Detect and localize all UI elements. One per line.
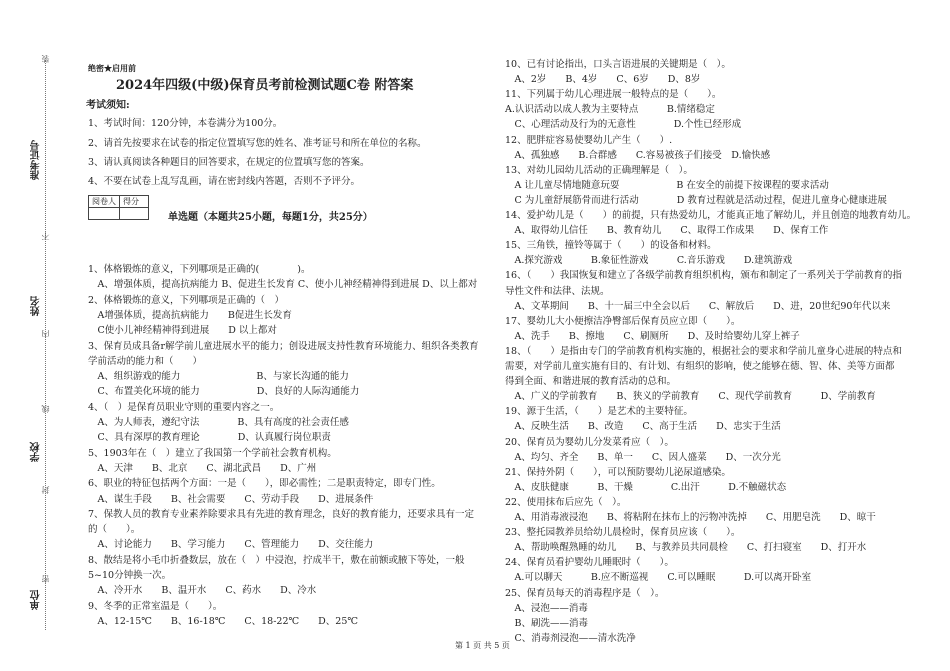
binding-char-3: 线 bbox=[41, 405, 50, 413]
binding-char-4: 封 bbox=[41, 486, 50, 494]
question-line: 21、保持外阴（ ），可以预防婴幼儿泌尿道感染。 bbox=[505, 466, 731, 478]
question-line: 5、1903年在（ ）建立了我国第一个学前社会教育机构。 bbox=[88, 447, 337, 459]
question-line: C、消毒剂浸泡——清水洗净 bbox=[505, 632, 636, 644]
question-line: 7、保教人员的教育专业素养除要求具有先进的教育理念，良好的教育能力，还要求具有一定 bbox=[88, 508, 475, 520]
question-line: A、增强体质，提高抗病能力 B、促进生长发育 C、使小儿神经精神得到进展 D、以上都对 bbox=[88, 279, 478, 291]
question-line: 16、（ ）我国恢复和建立了各级学前教育组织机构，颁布和制定了一系列关于学前教育的指 bbox=[505, 270, 902, 282]
question-line: 9、冬季的正常室温是（ ）。 bbox=[88, 600, 223, 612]
question-line: 8、散结是将小毛巾折叠数层，放在（ ）中浸泡，拧成半干，敷在前额或腋下等处，一般 bbox=[88, 554, 465, 566]
question-line: A 让儿童尽情地随意玩耍 B 在安全的前提下按课程的要求活动 bbox=[505, 179, 829, 191]
section-title: 单选题（本题共25小题，每题1分，共25分） bbox=[168, 212, 373, 223]
binding-char-top: 装 bbox=[41, 55, 50, 63]
question-line: B、刷洗——消毒 bbox=[505, 617, 588, 629]
score-table bbox=[88, 195, 149, 220]
binding-line-top bbox=[45, 60, 46, 630]
question-line: 11、下列属于幼儿心理进展一般特点的是（ ）。 bbox=[505, 89, 722, 101]
score-table-grader: 阅卷人 bbox=[89, 196, 120, 208]
score-table-grader-cell[interactable] bbox=[89, 208, 120, 220]
question-line: 12、肥胖症容易使婴幼儿产生（ ）. bbox=[505, 134, 673, 146]
question-line: A.可以聊天 B.应不断巡视 C.可以睡眠 D.可以离开卧室 bbox=[505, 572, 812, 584]
notice-4: 4、不要在试卷上乱写乱画，请在密封线内答题，否则不予评分。 bbox=[88, 176, 361, 187]
question-line: 10、已有讨论指出，口头言语进展的关键期是（ ）。 bbox=[505, 59, 731, 70]
notice-2: 2、请首先按要求在试卷的指定位置填写您的姓名、准考证号和所在单位的名称。 bbox=[88, 138, 427, 149]
admission-number-label: 准考证号 bbox=[31, 140, 42, 180]
question-line: A、洗手 B、擦地 C、刷厕所 D、及时给婴幼儿穿上裤子 bbox=[505, 330, 800, 342]
question-line: A、谋生手段 B、社会需要 C、劳动手段 D、进展条件 bbox=[88, 493, 374, 505]
question-line: A、组织游戏的能力 B、与家长沟通的能力 bbox=[88, 371, 349, 383]
question-line: C、心理活动及行为的无意性 D.个性已经形成 bbox=[505, 119, 742, 131]
name-label: 姓名 bbox=[31, 296, 42, 316]
question-line: C 为儿童舒展筋骨而进行活动 D 教育过程就是活动过程，促进儿童身心健康进展 bbox=[505, 194, 887, 206]
question-line: C使小儿神经精神得到进展 D 以上都对 bbox=[88, 325, 277, 337]
question-line: A、天津 B、北京 C、湖北武昌 D、广州 bbox=[88, 462, 317, 474]
question-line: A、均匀、齐全 B、单一 C、因人盛菜 D、一次分光 bbox=[505, 451, 781, 463]
question-line: A、2岁 B、4岁 C、6岁 D、8岁 bbox=[505, 74, 701, 86]
school-label: 学校 bbox=[31, 442, 42, 462]
question-line: A、为人师表，遵纪守法 B、具有高度的社会责任感 bbox=[88, 417, 349, 428]
score-table-score: 得分 bbox=[120, 196, 149, 208]
question-line: C、布置美化环境的能力 D、良好的人际沟通能力 bbox=[88, 386, 360, 398]
question-line: 6、职业的特征包括两个方面：一是（ ），即必需性；二是职责特定，即专门性。 bbox=[88, 478, 441, 490]
question-line: 5~10分钟换一次。 bbox=[88, 570, 172, 581]
question-line: A、广义的学前教育 B、狭义的学前教育 C、现代学前教育 D、学前教育 bbox=[505, 391, 876, 403]
question-line: A、文革期间 B、十一届三中全会以后 C、解放后 D、进，20世纪90年代以来 bbox=[505, 300, 891, 312]
question-line: 1、体格锻炼的意义，下列哪项是正确的( )。 bbox=[88, 264, 311, 275]
question-line: 17、婴幼儿大小便擦洁净臀部后保育员应立即（ ）。 bbox=[505, 315, 741, 327]
question-line: 23、整托园教养员给幼儿晨检时，保育员应该（ ）。 bbox=[505, 527, 741, 539]
question-line: 的（ ）。 bbox=[88, 524, 141, 536]
question-line: 25、保育员每天的消毒程序是（ ）。 bbox=[505, 587, 665, 599]
question-line: 需要，对学前儿童实施有目的、有计划、有组织的影响，使之能够在德、智、体、美等方面都 bbox=[505, 361, 895, 372]
question-line: A、冷开水 B、温开水 C、药水 D、冷水 bbox=[88, 585, 317, 597]
notice-title: 考试须知: bbox=[86, 100, 130, 111]
question-line: 15、三角铁，撞铃等属于（ ）的设备和材料。 bbox=[505, 240, 717, 252]
question-line: 得到全面、和谐进展的教育活动的总和。 bbox=[505, 376, 677, 388]
notice-1: 1、考试时间：120分钟，本卷满分为100分。 bbox=[88, 118, 283, 129]
question-line: A、反映生活 B、改造 C、高于生活 D、忠实于生活 bbox=[505, 421, 781, 433]
question-line: A、用消毒液浸泡 B、将粘附在抹布上的污物冲洗掉 C、用肥皂洗 D、晾干 bbox=[505, 512, 876, 523]
question-line: 20、保育员为婴幼儿分发菜肴应（ ）。 bbox=[505, 436, 674, 448]
question-line: 4、（ ）是保育员职业守则的重要内容之一。 bbox=[88, 401, 280, 413]
question-line: 22、使用抹布后应先（ ）。 bbox=[505, 496, 627, 508]
question-line: 24、保育员看护婴幼儿睡眠时（ ）。 bbox=[505, 557, 674, 569]
question-line: A增强体质，提高抗病能力 B促进生长发育 bbox=[88, 309, 292, 321]
question-line: A、孤独感 B.合群感 C.容易被孩子们接受 D.愉快感 bbox=[505, 149, 771, 161]
binding-char-2: 内 bbox=[41, 330, 50, 338]
question-line: A、帮助唤醒熟睡的幼儿 B、与教养员共同晨检 C、打扫寝室 D、打开水 bbox=[505, 542, 867, 554]
page-number: 第 1 页 共 5 页 bbox=[455, 641, 510, 650]
question-line: 导性文件和法律、法规。 bbox=[505, 285, 610, 297]
binding-char-5: 密 bbox=[41, 575, 50, 583]
question-line: 14、爱护幼儿是（ ）的前提，只有热爱幼儿，才能真正地了解幼儿，并且创造的地教育幼儿。 bbox=[505, 210, 917, 221]
notice-3: 3、请认真阅读各种题目的回答要求，在规定的位置填写您的答案。 bbox=[88, 157, 370, 168]
question-line: A、取得幼儿信任 B、教育幼儿 C、取得工作成果 D、保育工作 bbox=[505, 225, 829, 237]
question-line: A、12-15℃ B、16-18℃ C、18-22℃ D、25℃ bbox=[88, 615, 358, 627]
region-label: 单位 bbox=[31, 590, 42, 610]
secret-mark: 绝密★启用前 bbox=[88, 63, 136, 73]
question-line: 2、体格锻炼的意义，下列哪项是正确的（ ） bbox=[88, 294, 285, 306]
binding-char-1: 不 bbox=[41, 232, 50, 240]
question-line: A.认识活动以成人教为主要特点 B.情绪稳定 bbox=[505, 104, 715, 116]
question-line: 13、对幼儿园幼儿活动的正确理解是（ ）。 bbox=[505, 164, 693, 176]
question-line: 18、（ ）是指由专门的学前教育机构实施的，根据社会的要求和学前儿童身心进展的特点和 bbox=[505, 345, 902, 357]
question-line: A、讨论能力 B、学习能力 C、管理能力 D、交往能力 bbox=[88, 539, 374, 551]
score-table-score-cell[interactable] bbox=[120, 208, 149, 220]
question-line: 学前活动的能力和（ ） bbox=[88, 355, 203, 367]
question-line: 19、源于生活，（ ）是艺术的主要特征。 bbox=[505, 406, 693, 418]
page-title: 2024年四级(中级)保育员考前检测试题C卷 附答案 bbox=[116, 78, 414, 93]
question-line: A.探究游戏 B.象征性游戏 C.音乐游戏 D.建筑游戏 bbox=[505, 255, 793, 267]
question-line: C、具有深厚的教育理论 D、认真履行岗位职责 bbox=[88, 432, 331, 444]
question-line: 3、保育员成具备r解学前儿童进展水平的能力；创设进展支持性教育环境能力、组织各类教育 bbox=[88, 340, 479, 352]
question-line: A、皮肤健康 B、干燥 C.出汗 D.不触磁状态 bbox=[505, 481, 787, 493]
question-line: A、浸泡——消毒 bbox=[505, 602, 588, 614]
